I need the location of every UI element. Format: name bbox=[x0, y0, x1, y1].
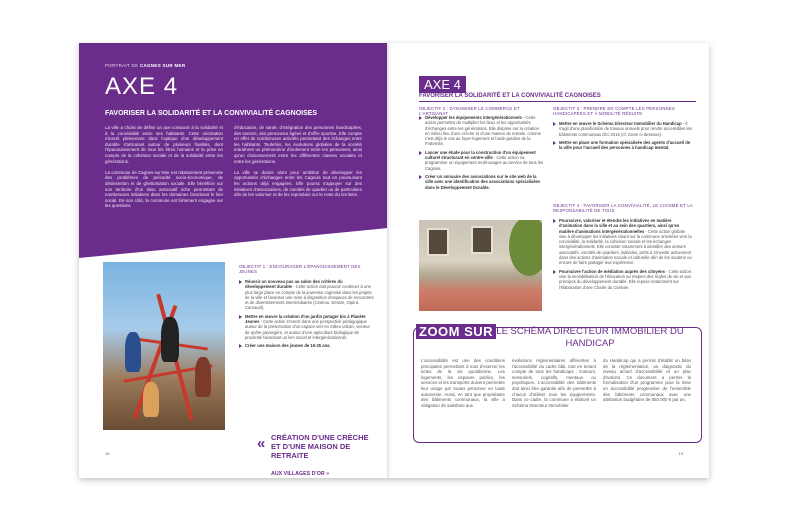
creche-callout-text: CRÉATION D'UNE CRÈCHE ET D'UNE MAISON DE RETRAITE bbox=[271, 433, 369, 460]
intro-column-1: La ville a choisi de définir un axe consacré à la solidarité et à la convivialité entre ses habitants. Cette orientation s'inscrit pleinement dans l'optique d'un développement durable s'articulant autour de plusieurs finalités, dont l'épanouissement de tous les êtres humains et la prise en compte de la cohésion sociale et de la solidarité entre les générations. La commune de Cagnes-sur-Mer est relativement préservée des problèmes de précarité socio-économique, de désinsertion et de ghettoïsation sociale. Elle bénéficie sur son territoire d'un tissu associatif riche permettant de nombreuses initiatives dans les domaines favorisant le lien social. De son côté, la commune est fortement engagée sur les questions bbox=[105, 125, 223, 209]
axe-subtitle: FAVORISER LA SOLIDARITÉ ET LA CONVIVIALITÉ CAGNOISES bbox=[105, 110, 318, 117]
page-number-left: 16 bbox=[105, 451, 110, 456]
list-item: Lancer une étude pour la construction d'un équipement culturel structurant en centre-ville - Cette action va programmer un équipement multi-usages au service de tous les Cagnois. bbox=[419, 150, 544, 171]
objective-1-list bbox=[239, 279, 374, 352]
axe-title: AXE 4 bbox=[105, 73, 179, 100]
objective-3-list bbox=[553, 121, 693, 153]
list-item: Mettre en place une formation spécialisée des agents d'accueil de la ville pour l'accueil des personnes à handicap mental. bbox=[553, 140, 693, 151]
page-number-right: 19 bbox=[678, 451, 683, 456]
list-item: Développer les équipements intergénérationnels - Cette action permettra de multiplier les lieux et les opportunités d'échanges entre les générations. Elle dispose sur la création en milieu lieu d'une crèche et d'une maison de retraite, comme c'est déjà le cas au foyer-logement et l'aide gardien de la Fraternité. bbox=[419, 115, 544, 147]
list-item: Poursuivre l'action de médiation auprès des citoyens - Cette action vise la sensibilisation de l'éducation au respect des règles de vie et aux principes du développement durable. Elle repose notamment sur l'élaboration d'une Charte du Civisme. bbox=[553, 269, 693, 290]
zoom-column-1: L'accessibilité est une des conditions principales permettant à tous d'exercer les actes de la vie quotidienne. Les logements, les espaces publics, les services et les transports doivent permettre leur usage par toutes personne en toute autonomie. Aussi, en tant que propriétaire des bâtiments communaux, la ville a obligation de satisfaire aux bbox=[421, 358, 505, 408]
list-item: Réussir un nouveau pas au salon des critères du développement durable - Cette action doit pouvoir continuer à une plus large place en compte de la jeunesse cagnoise dans les projets de la ville et favoriser une mise à disposition d'espaces de rencontres et de divertissements intermédiaires (Cinéma, Dessin, Opéra, Carnaval). bbox=[239, 279, 374, 311]
list-item: Mettre en œuvre le Schéma Directeur Immobilier du Handicap - Il s'agit d'une planification de travaux annuels pour rendre accessibles les bâtiments communaux d'ici 2015 (cf. zoom ci-dessous). bbox=[553, 121, 693, 137]
children-playground-photo bbox=[103, 262, 225, 430]
objective-4-list bbox=[553, 218, 693, 293]
axe-title-right: AXE 4 bbox=[419, 76, 466, 93]
objective-3-title: OBJECTIF 3 : PRENDRE EN COMPTE LES PERSONNES HANDICAPÉES ET À MOBILITÉ RÉDUITE bbox=[553, 106, 675, 117]
intro-column-2: d'éducation, de santé, d'intégration des personnes handicapées, des seniors, des personnes âgées et d'offre sportive. Elle compte en effet de nombreuses activités permettant des échanges entre les habitants. Toutefois, les évolutions globales de la société entraînent un phénomène d'isolement entre les personnes, ainsi qu'un cloisonnement entre les différentes classes sociales et entre les générations. La ville se donne alors pour ambition de développer les opportunités d'échanges entre les Cagnois tout en poursuivant les actions déjà engagées. Elle pourra s'appuyer sur des initiatives d'associations, de comités de quartier ou de particuliers afin de les valoriser et de les reproduire sur le reste du territoire. bbox=[234, 125, 362, 198]
list-item: Poursuivre, valoriser et étendre les initiatives en matière d'animation dans la ville et au sein des quartiers, ainsi qu'en matière d'animations intergénérationnelles - Cette action globale vise à développer les initiatives visant sur la commune orientées vers la convivialité, la solidarité, la cohésion sociale et les échanges intergénérationnels. Elle consiste notamment à identifier des acteurs associatifs, comités de quartiers, individus, prêts à s'investir activement dans des actions d'animation sociale et culturelle afin de les soutenir ou encore de faire partager leur expérience. bbox=[553, 218, 693, 266]
list-item: Créer un annuaire des associations sur le site web de la ville avec une identification des associations spécialisées dans le Développement Durable. bbox=[419, 174, 544, 190]
right-page bbox=[391, 43, 709, 478]
objective-2-title: OBJECTIF 2 : DYNAMISER LE COMMERCE ET L'ARTISANAT bbox=[419, 106, 520, 117]
objective-2-list bbox=[419, 115, 544, 193]
building-photo bbox=[419, 220, 542, 311]
creche-callout-subtext: AUX VILLAGES D'OR » bbox=[271, 471, 330, 477]
list-item: Mettre en œuvre la création d'un jardin potager bio à Planète Jeunes - Cette action s'inscrit dans une perspective pédagogique autour de la préservation d'un espace vert en milieu urbain, vecteur de quête paysagère, et autour d'une agriculture biologique de proximité favorisant un lien social et intergénérationnel. bbox=[239, 314, 374, 340]
objective-1-title: OBJECTIF 1 : ENCOURAGER L'ÉPANOUISSEMENT DES JEUNES bbox=[239, 264, 361, 275]
zoom-column-3: du Handicap qui a permis d'établir un bilan de la réglementation, un diagnostic du niveau actuel d'accessibilité et un plan d'actions. Ce document a permis la formalisation d'un programme pour la mise en accessibilité progressive de l'ensemble des bâtiments communaux avec une attribution budgétaire de 650 000 € par an. bbox=[603, 358, 691, 403]
quote-chevron-icon: « bbox=[257, 435, 266, 452]
zoom-label: ZOOM SUR bbox=[416, 324, 496, 339]
list-item: Créer une maison des jeunes de 16-25 ans. bbox=[239, 343, 374, 348]
brochure-spread bbox=[79, 43, 709, 478]
left-page bbox=[79, 43, 389, 478]
zoom-title: LE SCHÉMA DIRECTEUR IMMOBILIER DU HANDICAP bbox=[496, 326, 684, 349]
title-underline bbox=[419, 101, 696, 102]
zoom-column-2: évolutions réglementaires afférentes à l'accessibilité du cadre bâti, tout en tenant compte de tous les handicaps : moteurs, sensoriels, cognitifs, mentaux ou psychiques. L'accessibilité des bâtiments doit ainsi être garantie afin de permettre à chacun d'utiliser tous les équipements. Dans ce cadre, la commune a élaboré un Schéma Directeur Immobilier bbox=[512, 358, 596, 408]
axe-subtitle-right: FAVORISER LA SOLIDARITÉ ET LA CONVIVIALITÉ CAGNOISES bbox=[419, 93, 601, 99]
breadcrumb: PORTRAIT DE CAGNES SUR MER bbox=[105, 63, 186, 68]
objective-4-title: OBJECTIF 4 : FAVORISER LA CONVIVIALITÉ, LE CIVISME ET LA RESPONSABILITÉ DE TOUS bbox=[553, 203, 693, 214]
